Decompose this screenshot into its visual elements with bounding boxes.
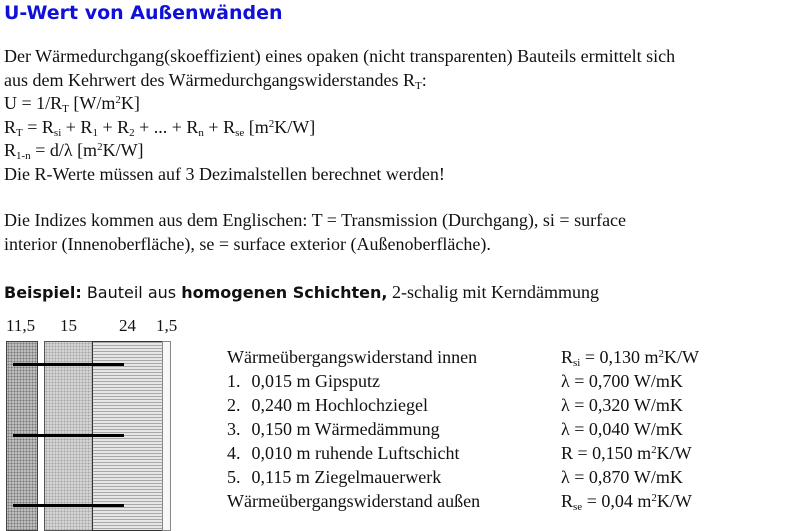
example-heading: Beispiel: Bauteil aus homogenen Schichten, 2-schalig mit Kerndämmung	[4, 282, 599, 302]
intro-line-1: Der Wärmedurchgang(skoeffizient) eines opaken (nicht transparenten) Bauteils ermittelt sich	[4, 46, 676, 66]
dimension-label: 11,5	[6, 316, 36, 335]
formula-rt: $R_T = R_{si} + R_1 + R_2$ + ... + $R_n + R_{se}$ $[m^2K/W]$	[4, 116, 316, 139]
indices-line-1: Die Indizes kommen aus dem Englischen: T = Transmission (Durchgang), si = surface	[4, 210, 627, 230]
page-title: U-Wert von Außenwänden	[4, 2, 283, 24]
dimension-label: 24	[119, 316, 136, 335]
indices-paragraph	[4, 209, 626, 256]
formula-r1n: $R_{1-n} = d/\lambda$ $[m^2K/W]$	[4, 140, 144, 162]
layer-gipsputz	[162, 341, 171, 531]
intro-line-2: aus dem Kehrwert des Wärmedurchgangswiderstandes $R_T$:	[4, 69, 427, 92]
wall-tie	[13, 363, 124, 366]
dimension-label: 1,5	[156, 316, 178, 335]
formula-u: $U = 1/R_T$ $[W/m^2K]$	[4, 93, 140, 115]
wall-tie	[13, 434, 124, 437]
decimal-note: Die R-Werte müssen auf 3 Dezimalstellen berechnet werden!	[4, 163, 445, 184]
example-label: Beispiel:	[4, 283, 82, 302]
intro-paragraph	[4, 45, 675, 186]
indices-line-2: interior (Innenoberfläche), se = surface exterior (Außenoberfläche).	[4, 233, 491, 254]
dimension-label: 15	[60, 316, 77, 335]
wall-tie	[13, 504, 124, 507]
